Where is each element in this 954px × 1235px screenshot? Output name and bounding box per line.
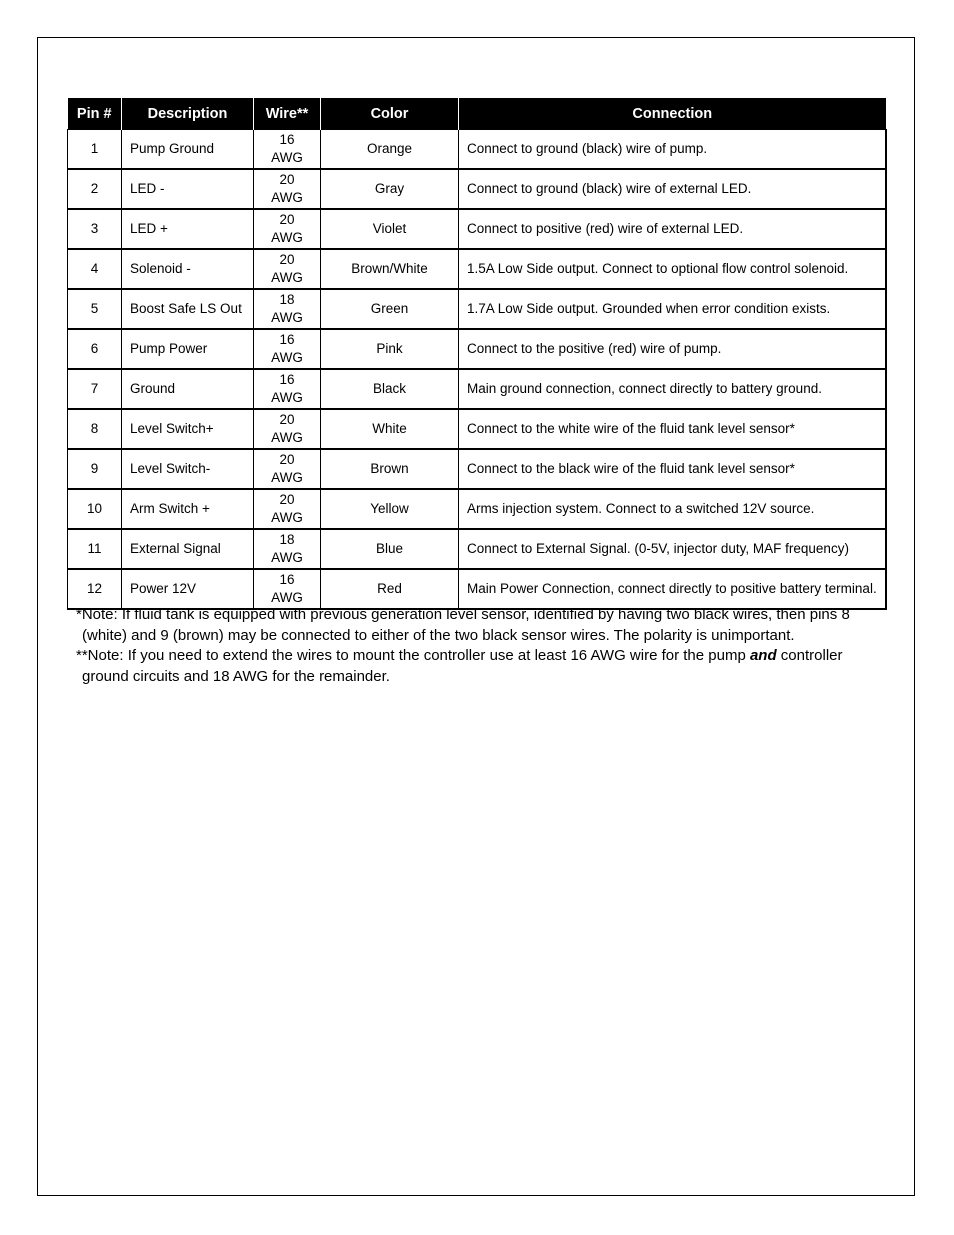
wire-unit: AWG — [271, 150, 303, 165]
pin-cell: 8 — [68, 409, 122, 449]
description-cell: Boost Safe LS Out — [122, 289, 254, 329]
table-row — [68, 449, 886, 489]
wire-cell — [254, 130, 321, 170]
wire-unit: AWG — [271, 310, 303, 325]
color-cell: Orange — [321, 130, 459, 170]
pin-cell: 3 — [68, 209, 122, 249]
pin-cell: 10 — [68, 489, 122, 529]
wire-cell — [254, 449, 321, 489]
note-wire-text-a: **Note: If you need to extend the wires to mount the controller use at least 16 AWG wire for the pump — [76, 647, 750, 665]
wire-gauge: 16 — [279, 332, 295, 347]
wire-unit: AWG — [271, 270, 303, 285]
table-row — [68, 489, 886, 529]
wire-cell — [254, 169, 321, 209]
color-cell: Gray — [321, 169, 459, 209]
header-description: Description — [122, 98, 254, 130]
connection-cell: Connect to External Signal. (0-5V, injector duty, MAF frequency) — [459, 529, 886, 569]
table-row — [68, 529, 886, 569]
pin-cell: 4 — [68, 249, 122, 289]
header-wire: Wire** — [254, 98, 321, 130]
color-cell: Blue — [321, 529, 459, 569]
color-cell: Violet — [321, 209, 459, 249]
table-row — [68, 369, 886, 409]
color-cell: White — [321, 409, 459, 449]
table-row — [68, 289, 886, 329]
color-cell: Yellow — [321, 489, 459, 529]
wire-cell — [254, 409, 321, 449]
description-cell: Level Switch+ — [122, 409, 254, 449]
wire-cell — [254, 249, 321, 289]
wire-unit: AWG — [271, 510, 303, 525]
pin-cell: 7 — [68, 369, 122, 409]
note-wire-emphasis: and — [749, 647, 777, 665]
wire-cell — [254, 489, 321, 529]
connection-cell: 1.7A Low Side output. Grounded when error condition exists. — [459, 289, 886, 329]
table-body — [68, 130, 886, 610]
pin-cell: 11 — [68, 529, 122, 569]
pin-cell: 1 — [68, 130, 122, 170]
connection-cell: Connect to the positive (red) wire of pump. — [459, 329, 886, 369]
wire-gauge: 16 — [279, 372, 295, 387]
wire-cell — [254, 369, 321, 409]
color-cell: Green — [321, 289, 459, 329]
color-cell: Pink — [321, 329, 459, 369]
wire-gauge: 20 — [279, 412, 295, 427]
table-row — [68, 249, 886, 289]
pin-cell: 5 — [68, 289, 122, 329]
pin-cell: 6 — [68, 329, 122, 369]
header-color: Color — [321, 98, 459, 130]
wire-cell — [254, 329, 321, 369]
connection-cell: Connect to ground (black) wire of external LED. — [459, 169, 886, 209]
wire-unit: AWG — [271, 550, 303, 565]
table-row — [68, 209, 886, 249]
wire-gauge: 20 — [279, 212, 295, 227]
wire-cell — [254, 209, 321, 249]
wire-cell — [254, 529, 321, 569]
description-cell: Arm Switch + — [122, 489, 254, 529]
table-row — [68, 169, 886, 209]
note-wire-extension — [76, 646, 876, 687]
description-cell: LED - — [122, 169, 254, 209]
description-cell: Ground — [122, 369, 254, 409]
wire-cell — [254, 569, 321, 609]
pin-cell: 9 — [68, 449, 122, 489]
connection-cell: 1.5A Low Side output. Connect to optional flow control solenoid. — [459, 249, 886, 289]
wire-unit: AWG — [271, 230, 303, 245]
color-cell: Brown — [321, 449, 459, 489]
wire-gauge: 16 — [279, 572, 295, 587]
table-row — [68, 329, 886, 369]
connection-cell: Connect to the white wire of the fluid tank level sensor* — [459, 409, 886, 449]
connection-cell: Main ground connection, connect directly to battery ground. — [459, 369, 886, 409]
description-cell: Power 12V — [122, 569, 254, 609]
pinout-table — [67, 98, 887, 610]
notes-section — [76, 605, 876, 688]
description-cell: LED + — [122, 209, 254, 249]
color-cell: Black — [321, 369, 459, 409]
header-pin: Pin # — [68, 98, 122, 130]
table-row — [68, 569, 886, 609]
color-cell: Brown/White — [321, 249, 459, 289]
description-cell: Pump Ground — [122, 130, 254, 170]
header-connection: Connection — [459, 98, 886, 130]
wire-unit: AWG — [271, 590, 303, 605]
table-row — [68, 130, 886, 170]
wire-gauge: 20 — [279, 492, 295, 507]
table-row — [68, 409, 886, 449]
note-level-sensor: *Note: If fluid tank is equipped with previous generation level sensor, identified by having two black wires, then pins 8 (white) and 9 (brown) may be connected to either of the two black sensor wires. The polarity is unimportant. — [76, 606, 850, 644]
connection-cell: Connect to ground (black) wire of pump. — [459, 130, 886, 170]
wire-unit: AWG — [271, 470, 303, 485]
color-cell: Red — [321, 569, 459, 609]
wire-gauge: 18 — [279, 532, 295, 547]
wire-unit: AWG — [271, 190, 303, 205]
description-cell: Solenoid - — [122, 249, 254, 289]
description-cell: Pump Power — [122, 329, 254, 369]
wire-gauge: 20 — [279, 172, 295, 187]
wire-unit: AWG — [271, 350, 303, 365]
wire-unit: AWG — [271, 390, 303, 405]
connection-cell: Main Power Connection, connect directly to positive battery terminal. — [459, 569, 886, 609]
wire-gauge: 20 — [279, 252, 295, 267]
connection-cell: Connect to the black wire of the fluid tank level sensor* — [459, 449, 886, 489]
pin-cell: 12 — [68, 569, 122, 609]
wire-gauge: 20 — [279, 452, 295, 467]
table-header-row — [68, 98, 886, 130]
description-cell: Level Switch- — [122, 449, 254, 489]
connection-cell: Connect to positive (red) wire of external LED. — [459, 209, 886, 249]
wire-gauge: 16 — [279, 132, 295, 147]
note-wire-text-b: controller ground circuits and 18 AWG for the remainder. — [82, 647, 843, 686]
wire-cell — [254, 289, 321, 329]
pin-cell: 2 — [68, 169, 122, 209]
wire-unit: AWG — [271, 430, 303, 445]
connection-cell: Arms injection system. Connect to a switched 12V source. — [459, 489, 886, 529]
description-cell: External Signal — [122, 529, 254, 569]
wire-gauge: 18 — [279, 292, 295, 307]
